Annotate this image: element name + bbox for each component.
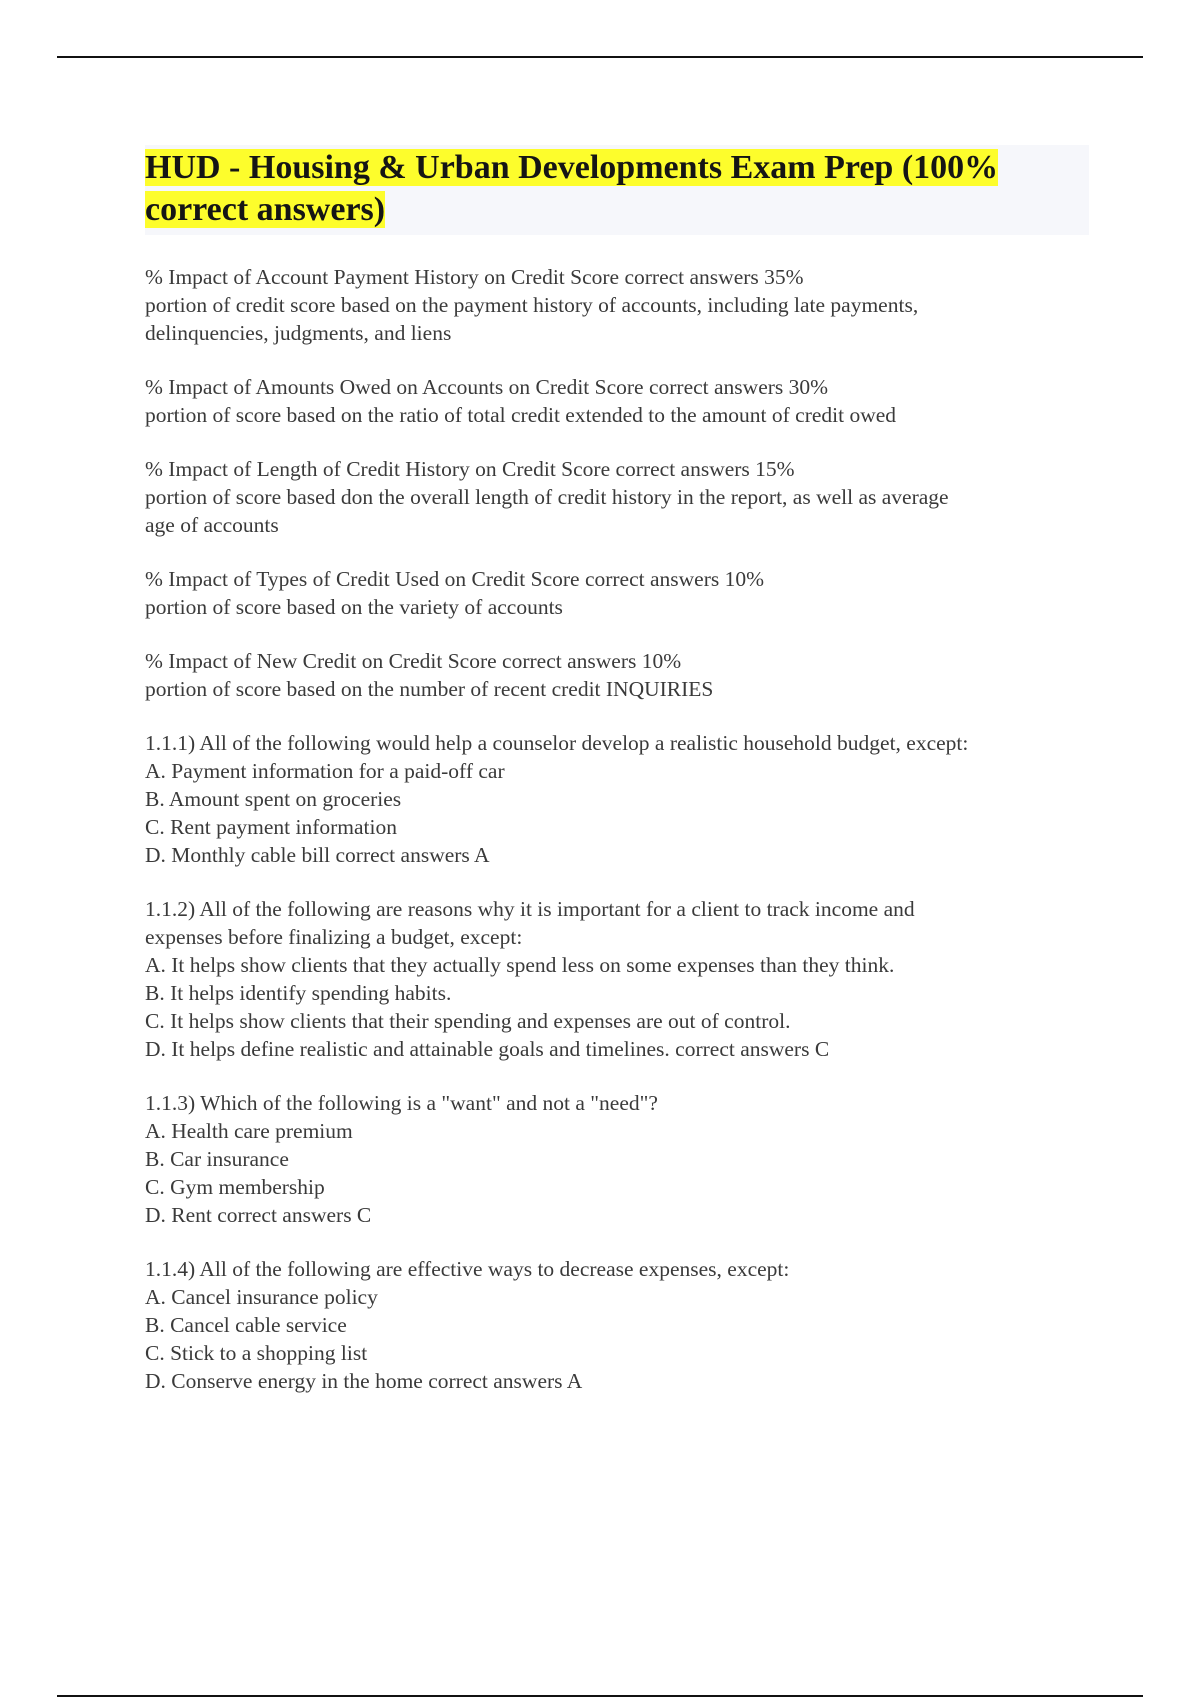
answer-option: B. Car insurance: [145, 1147, 289, 1171]
question-line: 1.1.4) All of the following are effective ways to decrease expenses, except:: [145, 1257, 790, 1281]
qa-line: portion of score based on the number of recent credit INQUIRIES: [145, 677, 714, 701]
answer-option: D. It helps define realistic and attainable goals and timelines. correct answers C: [145, 1037, 830, 1061]
qa-line: % Impact of Account Payment History on Credit Score correct answers 35%: [145, 265, 804, 289]
answer-option: C. Gym membership: [145, 1175, 325, 1199]
qa-line: age of accounts: [145, 513, 279, 537]
question-line: 1.1.3) Which of the following is a "want" and not a "need"?: [145, 1091, 658, 1115]
qa-line: % Impact of Amounts Owed on Accounts on Credit Score correct answers 30%: [145, 375, 829, 399]
answer-option: A. Cancel insurance policy: [145, 1285, 378, 1309]
qa-entry: [145, 263, 1089, 347]
answer-option: A. It helps show clients that they actually spend less on some expenses than they think.: [145, 953, 895, 977]
qa-line: % Impact of Types of Credit Used on Credit Score correct answers 10%: [145, 567, 765, 591]
qa-line: portion of score based on the ratio of total credit extended to the amount of credit owed: [145, 403, 897, 427]
qa-entry: [145, 1255, 1089, 1395]
qa-entry: [145, 895, 1089, 1063]
qa-line: delinquencies, judgments, and liens: [145, 321, 452, 345]
answer-option: D. Monthly cable bill correct answers A: [145, 843, 490, 867]
qa-line: % Impact of New Credit on Credit Score correct answers 10%: [145, 649, 682, 673]
answer-option: D. Conserve energy in the home correct answers A: [145, 1369, 583, 1393]
question-line: 1.1.1) All of the following would help a counselor develop a realistic household budget, except:: [145, 731, 969, 755]
answer-option: B. It helps identify spending habits.: [145, 981, 452, 1005]
bottom-rule: [57, 1695, 1143, 1697]
answer-option: C. Stick to a shopping list: [145, 1341, 368, 1365]
answer-option: B. Amount spent on groceries: [145, 787, 402, 811]
answer-option: A. Payment information for a paid-off car: [145, 759, 505, 783]
qa-line: % Impact of Length of Credit History on Credit Score correct answers 15%: [145, 457, 795, 481]
answer-option: D. Rent correct answers C: [145, 1203, 372, 1227]
document-body: [145, 145, 1089, 1421]
qa-line: portion of credit score based on the payment history of accounts, including late payments,: [145, 293, 919, 317]
answer-option: B. Cancel cable service: [145, 1313, 347, 1337]
qa-entry: [145, 565, 1089, 621]
qa-entry: [145, 455, 1089, 539]
qa-entry: [145, 729, 1089, 869]
qa-entry: [145, 373, 1089, 429]
qa-line: portion of score based don the overall length of credit history in the report, as well as average: [145, 485, 949, 509]
document-title: HUD - Housing & Urban Developments Exam Prep (100% correct answers): [145, 149, 999, 228]
qa-entry: [145, 1089, 1089, 1229]
answer-option: C. Rent payment information: [145, 815, 397, 839]
question-line: expenses before finalizing a budget, except:: [145, 925, 523, 949]
answer-option: A. Health care premium: [145, 1119, 353, 1143]
answer-option: C. It helps show clients that their spending and expenses are out of control.: [145, 1009, 791, 1033]
qa-line: portion of score based on the variety of accounts: [145, 595, 563, 619]
question-line: 1.1.2) All of the following are reasons why it is important for a client to track income and: [145, 897, 915, 921]
title-block: [145, 145, 1089, 235]
qa-entry: [145, 647, 1089, 703]
top-rule: [57, 56, 1143, 58]
qa-list: [145, 263, 1089, 1395]
